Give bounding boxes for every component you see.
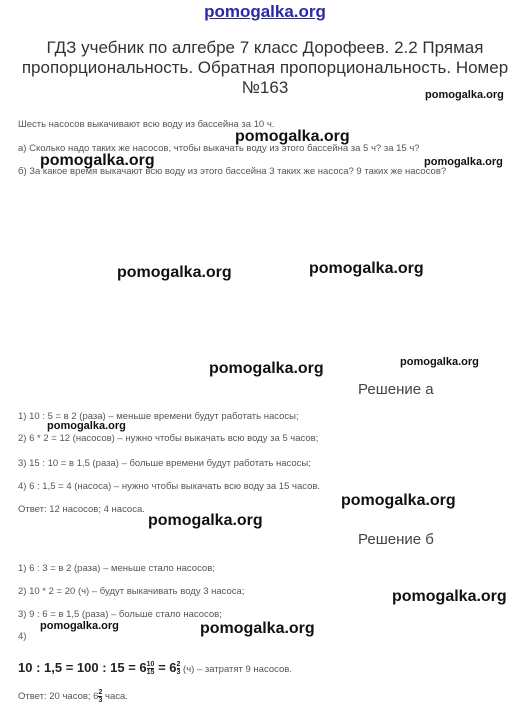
watermark: pomogalka.org: [392, 588, 507, 605]
watermark: pomogalka.org: [209, 360, 324, 377]
page-title: ГДЗ учебник по алгебре 7 класс Дорофеев. 2.2 Прямая пропорциональность. Обратная пропорциональность. Номер №163: [21, 38, 509, 97]
answer-prefix: Ответ: 20 часов; 6: [18, 691, 99, 703]
solution-a-step: 2) 6 * 2 = 12 (насосов) – нужно чтобы выкачать всю воду за 5 часов;: [18, 433, 319, 444]
problem-part-b: б) За какое время выкачают всю воду из этого бассейна 3 таких же насоса? 9 таких же насосов?: [18, 166, 447, 177]
site-logo[interactable]: pomogalka.org: [204, 2, 326, 21]
formula-lhs: 10 : 1,5 = 100 : 15 = 6: [18, 660, 147, 675]
solution-b-step: 2) 10 * 2 = 20 (ч) – будут выкачивать воду 3 насоса;: [18, 586, 245, 597]
watermark: pomogalka.org: [200, 620, 315, 637]
watermark: pomogalka.org: [40, 620, 119, 632]
watermark: pomogalka.org: [40, 152, 155, 169]
watermark: pomogalka.org: [309, 260, 424, 277]
fraction-numerator: 10: [146, 661, 155, 669]
solution-a-answer: Ответ: 12 насосов; 4 насоса.: [18, 504, 145, 515]
solution-b-step: 1) 6 : 3 = в 2 (раза) – меньше стало насосов;: [18, 563, 215, 574]
solution-b-heading: Решение б: [358, 531, 434, 548]
formula-mid: = 6: [154, 660, 177, 675]
watermark: pomogalka.org: [148, 512, 263, 529]
formula-rest: (ч) – затратят 9 насосов.: [180, 664, 292, 675]
watermark: pomogalka.org: [47, 420, 126, 432]
watermark: pomogalka.org: [400, 356, 479, 368]
fraction-denominator: 3: [98, 697, 103, 704]
solution-b-formula: [18, 660, 292, 676]
fraction-denominator: 3: [176, 669, 181, 677]
solution-b-step: 3) 9 : 6 = в 1,5 (раза) – больше стало насосов;: [18, 609, 222, 620]
answer-suffix: часа.: [102, 691, 128, 703]
solution-b-step: 4): [18, 631, 27, 642]
watermark: pomogalka.org: [117, 264, 232, 281]
problem-statement: Шесть насосов выкачивают всю воду из бассейна за 10 ч.: [18, 119, 275, 130]
solution-a-step: 3) 15 : 10 = в 1,5 (раза) – больше времени будут работать насосы;: [18, 458, 311, 469]
solution-a-step: 4) 6 : 1,5 = 4 (насоса) – нужно чтобы выкачать всю воду за 15 часов.: [18, 481, 321, 492]
problem-part-a: а) Сколько надо таких же насосов, чтобы выкачать воду из этого бассейна за 5 ч? за 15 ч?: [18, 143, 420, 154]
watermark: pomogalka.org: [235, 128, 350, 145]
solution-b-answer: [18, 689, 128, 704]
watermark: pomogalka.org: [425, 89, 504, 101]
solution-a-heading: Решение а: [358, 381, 434, 398]
fraction-numerator: 2: [176, 661, 181, 669]
fraction-denominator: 15: [146, 669, 155, 677]
fraction-numerator: 2: [98, 689, 103, 696]
watermark: pomogalka.org: [341, 492, 456, 509]
watermark: pomogalka.org: [424, 156, 503, 168]
solution-a-step: 1) 10 : 5 = в 2 (раза) – меньше времени будут работать насосы;: [18, 411, 299, 422]
